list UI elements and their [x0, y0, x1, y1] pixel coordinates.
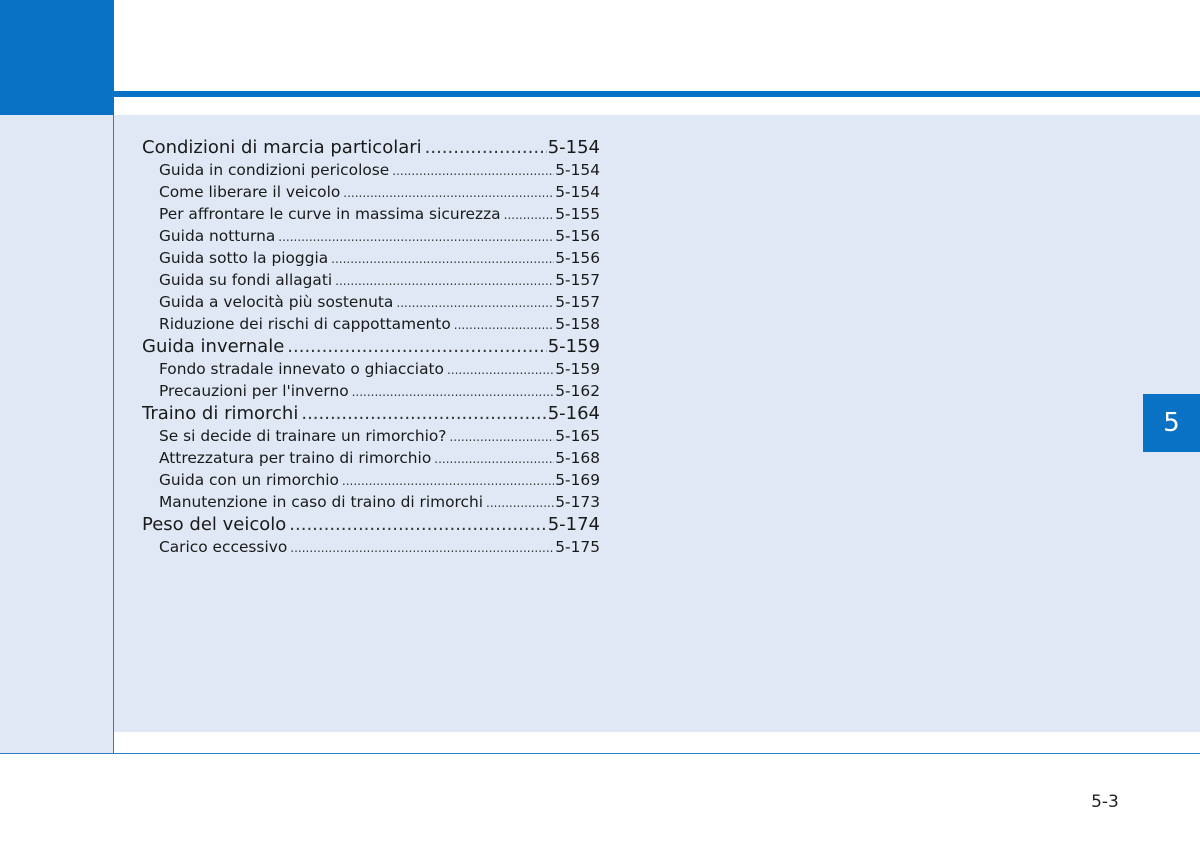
table-of-contents [142, 136, 600, 558]
toc-entry-page: 5-173 [555, 493, 600, 511]
toc-entry-title: Riduzione dei rischi di cappottamento [159, 315, 451, 333]
toc-entry-page: 5-158 [555, 315, 600, 333]
toc-entry-page: 5-162 [555, 382, 600, 400]
toc-subsection-entry[interactable] [142, 313, 600, 335]
toc-dot-leader [486, 492, 554, 513]
toc-dot-leader [449, 426, 554, 447]
toc-section-entry[interactable] [142, 136, 600, 159]
toc-entry-page: 5-175 [555, 538, 600, 556]
toc-subsection-entry[interactable] [142, 491, 600, 513]
toc-entry-title: Guida notturna [159, 227, 276, 245]
toc-dot-leader [454, 314, 555, 335]
left-margin-panel [0, 115, 113, 754]
toc-entry-title: Guida con un rimorchio [159, 471, 339, 489]
toc-entry-page: 5-154 [555, 161, 600, 179]
toc-entry-page: 5-168 [555, 449, 600, 467]
toc-dot-leader [290, 537, 554, 558]
toc-dot-leader [434, 448, 554, 469]
toc-entry-page: 5-174 [547, 514, 600, 535]
toc-entry-title: Guida in condizioni pericolose [159, 161, 390, 179]
toc-subsection-entry[interactable] [142, 536, 600, 558]
toc-entry-title: Fondo stradale innevato o ghiacciato [159, 360, 444, 378]
toc-entry-page: 5-159 [555, 360, 600, 378]
toc-subsection-entry[interactable] [142, 358, 600, 380]
toc-dot-leader [392, 160, 554, 181]
toc-dot-leader [301, 402, 546, 425]
toc-dot-leader [396, 292, 554, 313]
toc-entry-page: 5-165 [555, 427, 600, 445]
toc-dot-leader [447, 359, 554, 380]
chapter-tab[interactable]: 5 [1143, 394, 1200, 452]
toc-entry-title: Carico eccessivo [159, 538, 288, 556]
toc-subsection-entry[interactable] [142, 447, 600, 469]
toc-section-entry[interactable] [142, 335, 600, 358]
toc-section-entry[interactable] [142, 513, 600, 536]
toc-subsection-entry[interactable] [142, 203, 600, 225]
left-vertical-rule [113, 115, 114, 754]
toc-dot-leader [504, 204, 555, 225]
bottom-rule [0, 753, 1200, 754]
corner-color-block [0, 0, 114, 115]
toc-dot-leader [331, 248, 554, 269]
toc-entry-title: Se si decide di trainare un rimorchio? [159, 427, 447, 445]
toc-entry-page: 5-154 [555, 183, 600, 201]
toc-subsection-entry[interactable] [142, 380, 600, 402]
toc-subsection-entry[interactable] [142, 469, 600, 491]
toc-entry-title: Per affrontare le curve in massima sicurezza [159, 205, 501, 223]
toc-subsection-entry[interactable] [142, 159, 600, 181]
toc-entry-title: Guida a velocità più sostenuta [159, 293, 394, 311]
toc-dot-leader [342, 470, 554, 491]
header-rule [114, 91, 1200, 97]
toc-entry-title: Peso del veicolo [142, 514, 287, 535]
toc-subsection-entry[interactable] [142, 181, 600, 203]
toc-dot-leader [343, 182, 554, 203]
toc-entry-page: 5-169 [555, 471, 600, 489]
toc-entry-title: Guida invernale [142, 336, 285, 357]
toc-entry-title: Guida su fondi allagati [159, 271, 333, 289]
toc-dot-leader [425, 136, 547, 159]
toc-entry-page: 5-156 [555, 249, 600, 267]
toc-subsection-entry[interactable] [142, 269, 600, 291]
toc-subsection-entry[interactable] [142, 425, 600, 447]
toc-dot-leader [278, 226, 554, 247]
toc-entry-title: Attrezzatura per traino di rimorchio [159, 449, 432, 467]
toc-entry-title: Guida sotto la pioggia [159, 249, 329, 267]
toc-entry-page: 5-159 [547, 336, 600, 357]
page-number: 5-3 [1091, 792, 1119, 812]
toc-entry-page: 5-164 [547, 403, 600, 424]
toc-dot-leader [352, 381, 555, 402]
toc-entry-title: Traino di rimorchi [142, 403, 299, 424]
toc-entry-page: 5-156 [555, 227, 600, 245]
toc-entry-title: Precauzioni per l'inverno [159, 382, 349, 400]
toc-subsection-entry[interactable] [142, 225, 600, 247]
toc-entry-page: 5-154 [547, 137, 600, 158]
toc-entry-title: Come liberare il veicolo [159, 183, 341, 201]
toc-entry-page: 5-157 [555, 293, 600, 311]
toc-dot-leader [335, 270, 554, 291]
toc-section-entry[interactable] [142, 402, 600, 425]
toc-dot-leader [289, 513, 546, 536]
toc-entry-title: Condizioni di marcia particolari [142, 137, 422, 158]
toc-dot-leader [287, 335, 546, 358]
toc-entry-title: Manutenzione in caso di traino di rimorchi [159, 493, 484, 511]
toc-subsection-entry[interactable] [142, 247, 600, 269]
toc-entry-page: 5-155 [555, 205, 600, 223]
toc-subsection-entry[interactable] [142, 291, 600, 313]
toc-entry-page: 5-157 [555, 271, 600, 289]
